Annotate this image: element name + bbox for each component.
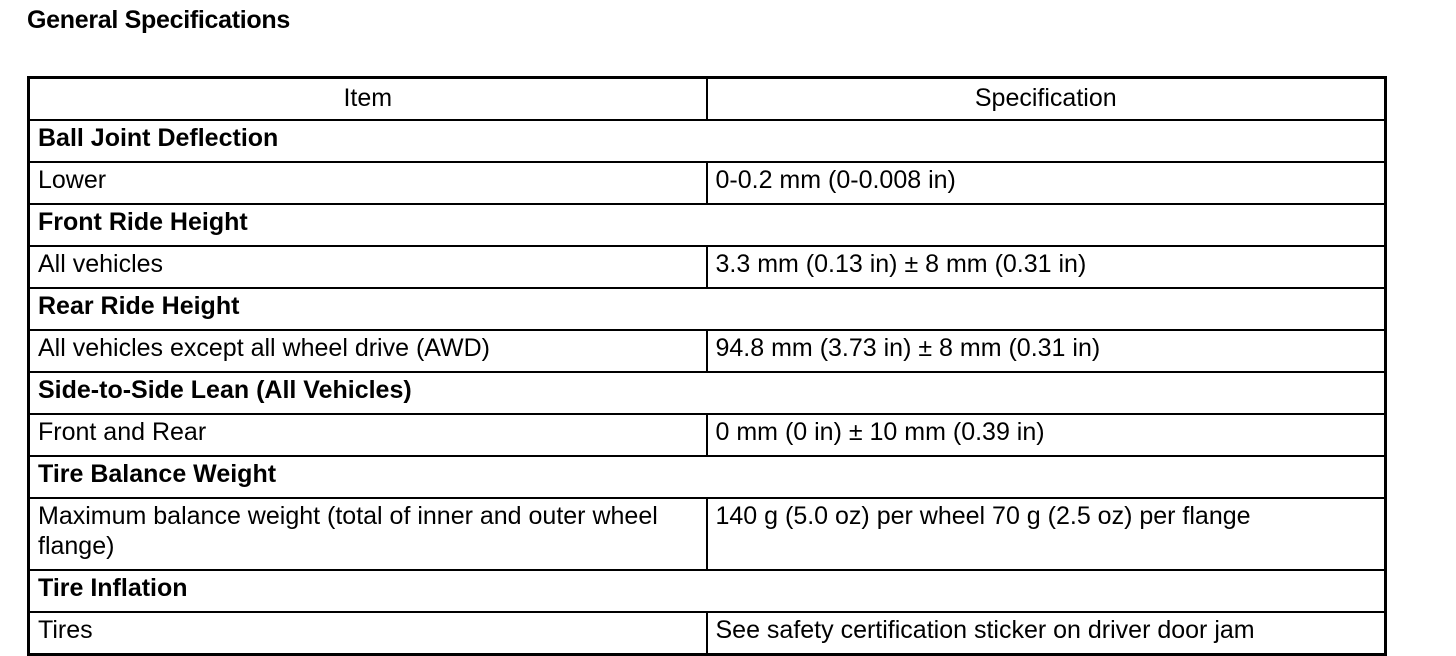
item-cell: Maximum balance weight (total of inner and outer wheel flange) [29, 498, 707, 570]
section-row [29, 372, 1386, 414]
column-header-item: Item [29, 78, 707, 121]
spec-cell: 3.3 mm (0.13 in) ± 8 mm (0.31 in) [707, 246, 1386, 288]
item-cell: Lower [29, 162, 707, 204]
table-row [29, 612, 1386, 655]
spec-cell: 0-0.2 mm (0-0.008 in) [707, 162, 1386, 204]
page-title: General Specifications [27, 6, 290, 34]
item-cell: All vehicles [29, 246, 707, 288]
column-header-specification: Specification [707, 78, 1386, 121]
section-title: Rear Ride Height [29, 288, 1386, 330]
section-row [29, 570, 1386, 612]
table-row [29, 498, 1386, 570]
spec-cell: See safety certification sticker on driver door jam [707, 612, 1386, 655]
spec-cell: 94.8 mm (3.73 in) ± 8 mm (0.31 in) [707, 330, 1386, 372]
table-row [29, 414, 1386, 456]
item-cell: Front and Rear [29, 414, 707, 456]
table-row [29, 330, 1386, 372]
table-row [29, 246, 1386, 288]
section-row [29, 120, 1386, 162]
section-title: Ball Joint Deflection [29, 120, 1386, 162]
table-row [29, 162, 1386, 204]
item-cell: All vehicles except all wheel drive (AWD) [29, 330, 707, 372]
section-title: Tire Inflation [29, 570, 1386, 612]
section-title: Tire Balance Weight [29, 456, 1386, 498]
section-title: Front Ride Height [29, 204, 1386, 246]
section-title: Side-to-Side Lean (All Vehicles) [29, 372, 1386, 414]
item-cell: Tires [29, 612, 707, 655]
section-row [29, 456, 1386, 498]
table-header-row [29, 78, 1386, 121]
specifications-table [27, 76, 1387, 656]
section-row [29, 204, 1386, 246]
spec-cell: 140 g (5.0 oz) per wheel 70 g (2.5 oz) per flange [707, 498, 1386, 570]
spec-cell: 0 mm (0 in) ± 10 mm (0.39 in) [707, 414, 1386, 456]
section-row [29, 288, 1386, 330]
